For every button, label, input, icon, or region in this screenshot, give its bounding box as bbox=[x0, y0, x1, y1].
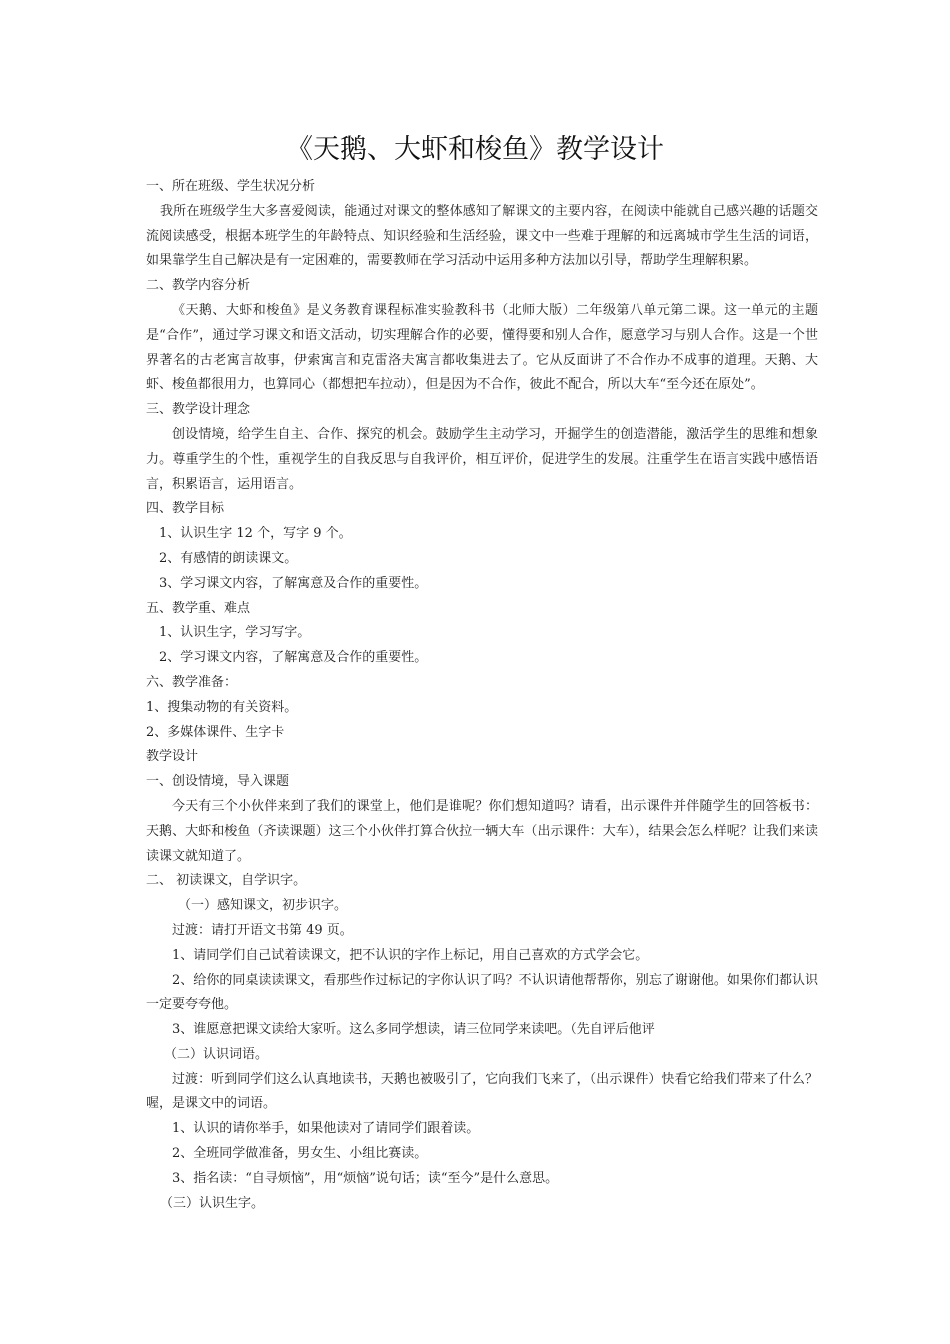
list-item: 1、认识生字 12 个，写字 9 个。 bbox=[159, 526, 352, 542]
section-heading: 一、所在班级、学生状况分析 bbox=[146, 179, 316, 194]
list-item: 1、认识生字，学习写字。 bbox=[159, 625, 311, 641]
list-item: 3、指名读：“自寻烦恼”，用“烦恼”说句话；读“至今”是什么意思。 bbox=[172, 1170, 559, 1186]
list-item: 1、请同学们自己试着读课文，把不认识的字作上标记，用自己喜欢的方式学会它。 bbox=[172, 947, 649, 963]
list-item: 2、全班同学做准备，男女生、小组比赛读。 bbox=[172, 1146, 428, 1162]
subsection-heading: （一）感知课文，初步识字。 bbox=[178, 898, 348, 914]
section-heading: 六、教学准备： bbox=[146, 674, 238, 690]
section-heading: 二、 初读课文，自学识字。 bbox=[146, 873, 307, 889]
list-item: 3、谁愿意把课文读给大家听。这么多同学想读，请三位同学来读吧。（先自评后他评 bbox=[172, 1022, 655, 1038]
paragraph: 今天有三个小伙伴来到了我们的课堂上，他们是谁呢？你们想知道吗？请看，出示课件并伴随学生的回答板书：天鹅、大虾和梭鱼（齐读课题）这三个小伙伴打算合伙拉一辆大车（出示课件：大车），结果会怎么样呢？让我们来读读课文就知道了。 bbox=[146, 798, 818, 864]
paragraph: 创设情境，给学生自主、合作、探究的机会。鼓励学生主动学习，开掘学生的创造潜能，激活学生的思维和想象力。尊重学生的个性，重视学生的自我反思与自我评价，相互评价，促进学生的发展。注重学生在语言实践中感悟语言，积累语言，运用语言。 bbox=[146, 426, 818, 492]
list-item: 2、多媒体课件、生字卡 bbox=[146, 724, 285, 740]
paragraph: 我所在班级学生大多喜爱阅读，能通过对课文的整体感知了解课文的主要内容，在阅读中能就自己感兴趣的话题交流阅读感受，根据本班学生的年龄特点、知识经验和生活经验，课文中一些难于理解的和远离城市学生生活的词语，如果靠学生自己解决是有一定困难的，需要教师在学习活动中运用多种方法加以引导，帮助学生理解积累。 bbox=[146, 203, 818, 269]
section-heading: 三、教学设计理念 bbox=[146, 402, 251, 418]
document-title: 《天鹅、大虾和梭鱼》教学设计 bbox=[286, 134, 664, 165]
paragraph: 《天鹅、大虾和梭鱼》是义务教育课程标准实验教科书（北师大版）二年级第八单元第二课。这一单元的主题是“合作”，通过学习课文和语文活动，切实理解合作的必要，懂得要和别人合作，愿意学习与别人合作。这是一个世界著名的古老寓言故事，伊索寓言和克雷洛夫寓言都收集进去了。它从反面讲了不合作办不成事的道理。天鹅、大虾、梭鱼都很用力，也算同心（都想把车拉动），但是因为不合作，彼此不配合，所以大车“至今还在原处”。 bbox=[146, 302, 818, 393]
paragraph: 过渡：请打开语文书第 49 页。 bbox=[172, 922, 353, 938]
section-heading: 二、教学内容分析 bbox=[146, 278, 251, 294]
list-item: 1、搜集动物的有关资料。 bbox=[146, 699, 298, 715]
section-heading: 四、教学目标 bbox=[146, 501, 225, 517]
list-item: 2、学习课文内容，了解寓意及合作的重要性。 bbox=[159, 650, 428, 666]
section-heading: 教学设计 bbox=[146, 749, 199, 765]
list-item: 2、给你的同桌读读课文，看那些作过标记的字你认识了吗？不认识请他帮帮你，别忘了谢谢他。如果你们都认识一定要夸夸他。 bbox=[146, 972, 818, 1013]
section-heading: 一、创设情境，导入课题 bbox=[146, 774, 290, 790]
subsection-heading: （三）认识生字。 bbox=[160, 1195, 265, 1211]
list-item: 3、学习课文内容，了解寓意及合作的重要性。 bbox=[159, 575, 428, 591]
subsection-heading: （二）认识词语。 bbox=[164, 1046, 269, 1062]
list-item: 1、认识的请你举手，如果他读对了请同学们跟着读。 bbox=[172, 1121, 480, 1137]
list-item: 2、有感情的朗读课文。 bbox=[159, 550, 298, 566]
section-heading: 五、教学重、难点 bbox=[146, 600, 251, 616]
paragraph: 过渡：听到同学们这么认真地读书，天鹅也被吸引了，它向我们飞来了，（出示课件）快看它给我们带来了什么？喔，是课文中的词语。 bbox=[146, 1071, 818, 1112]
document-body bbox=[146, 175, 818, 1216]
